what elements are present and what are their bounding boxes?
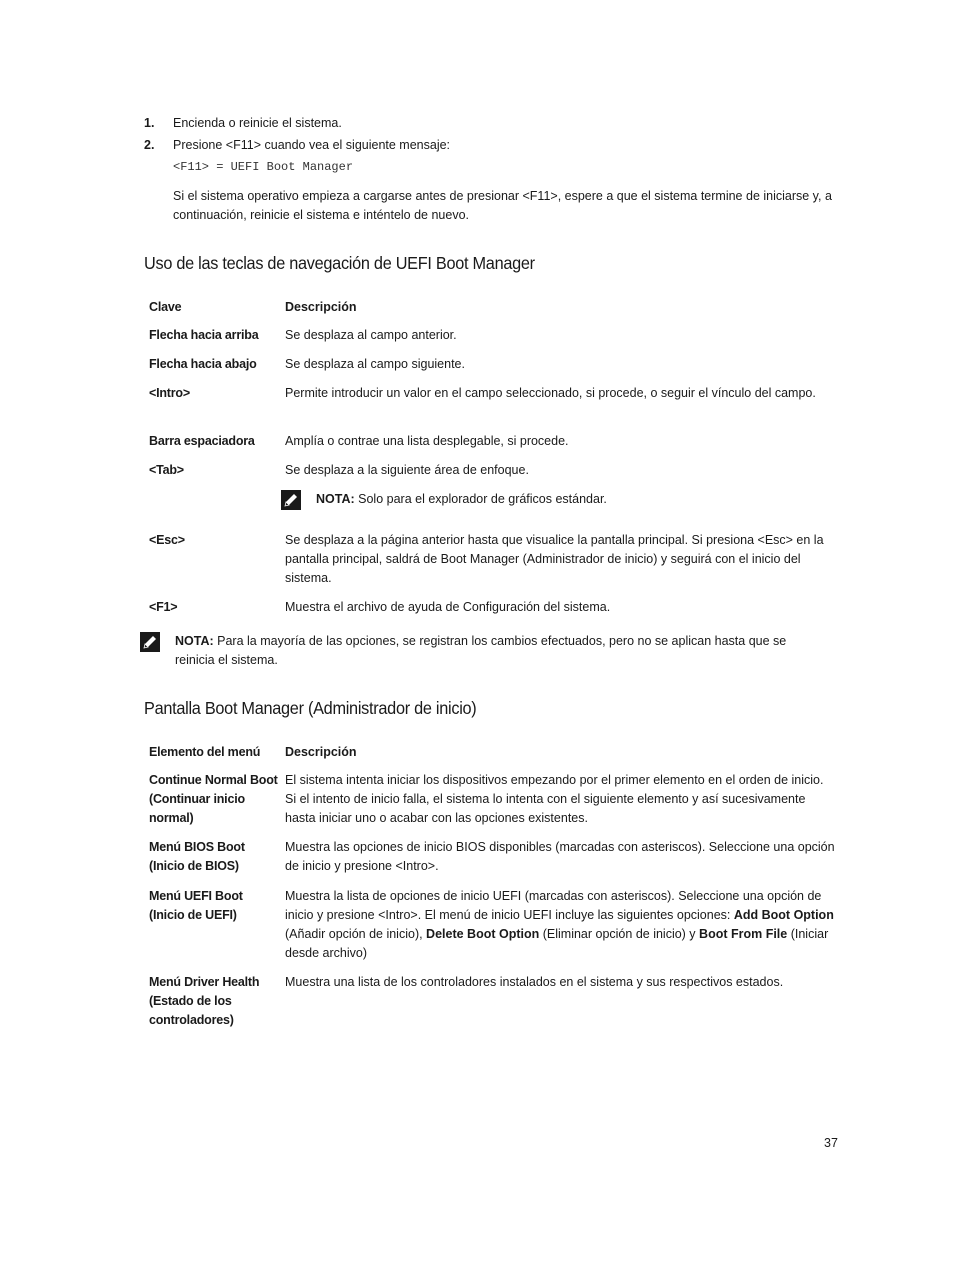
- step-number: 1.: [144, 116, 155, 130]
- description-cell: Se desplaza a la página anterior hasta que visualice la pantalla principal. Si presiona <Esc> en la pantalla principal, saldrá de Boot Manager (Administrador de inicio) y seguirá con el inicio del sistema.: [285, 533, 824, 585]
- message-code: <F11> = UEFI Boot Manager: [173, 160, 354, 174]
- key-cell: Flecha hacia abajo: [149, 357, 257, 371]
- column-header-menu-item: Elemento del menú: [149, 745, 261, 759]
- description-text: (Eliminar opción de inicio) y: [539, 927, 700, 941]
- key-cell: <Tab>: [149, 463, 184, 477]
- description-cell: Se desplaza al campo anterior.: [285, 328, 457, 342]
- description-cell: [285, 887, 835, 963]
- key-cell: <F1>: [149, 600, 178, 614]
- section-heading: Pantalla Boot Manager (Administrador de inicio): [144, 698, 477, 718]
- menu-item-cell: Continue Normal Boot (Continuar inicio normal): [149, 773, 278, 825]
- description-text: Muestra la lista de opciones de inicio UEFI (marcadas con asteriscos). Seleccione una opción de inicio y presione <Intro>. El menú de inicio UEFI incluye las siguientes opciones:: [285, 889, 822, 922]
- option-delete-boot: Delete Boot Option: [426, 927, 540, 941]
- description-cell: Amplía o contrae una lista desplegable, si procede.: [285, 434, 569, 448]
- description-text: (Añadir opción de inicio),: [285, 927, 427, 941]
- column-header-description: Descripción: [285, 745, 357, 759]
- note-block: [140, 632, 840, 672]
- page-number: 37: [824, 1136, 838, 1150]
- menu-item-cell: Menú Driver Health (Estado de los controladores): [149, 975, 260, 1027]
- option-boot-from-file: Boot From File: [699, 927, 788, 941]
- step-text: Presione <F11> cuando vea el siguiente mensaje:: [173, 138, 451, 152]
- step-text: Encienda o reinicie el sistema.: [173, 116, 342, 130]
- step-number: 2.: [144, 138, 155, 152]
- note-text: Solo para el explorador de gráficos estándar.: [358, 492, 607, 506]
- key-cell: <Intro>: [149, 386, 190, 400]
- tab-note: [281, 490, 841, 514]
- description-cell: Muestra el archivo de ayuda de Configuración del sistema.: [285, 600, 611, 614]
- description-cell: Permite introducir un valor en el campo seleccionado, si procede, o seguir el vínculo del campo.: [285, 386, 816, 400]
- note-label: NOTA:: [175, 634, 214, 648]
- section-heading: Uso de las teclas de navegación de UEFI Boot Manager: [144, 253, 535, 273]
- step-note: Si el sistema operativo empieza a cargarse antes de presionar <F11>, espere a que el sistema termine de iniciarse y, a continuación, reinicie el sistema e inténtelo de nuevo.: [173, 189, 832, 222]
- menu-item-cell: Menú BIOS Boot (Inicio de BIOS): [149, 840, 245, 873]
- note-text: Para la mayoría de las opciones, se registran los cambios efectuados, pero no se aplican hasta que se reinicia el sistema.: [175, 634, 787, 667]
- description-cell: El sistema intenta iniciar los dispositivos empezando por el primer elemento en el orden de inicio. Si el intento de inicio falla, el sistema lo intenta con el siguiente elemento y así sucesivamente hasta iniciar uno o acabar con las opciones existentes.: [285, 773, 824, 825]
- pencil-note-icon: [140, 632, 160, 652]
- column-header-key: Clave: [149, 300, 182, 314]
- description-text: (Iniciar desde archivo): [285, 927, 829, 960]
- menu-item-cell: Menú UEFI Boot (Inicio de UEFI): [149, 889, 243, 922]
- key-cell: Barra espaciadora: [149, 434, 255, 448]
- option-add-boot: Add Boot Option: [733, 908, 834, 922]
- key-cell: Flecha hacia arriba: [149, 328, 259, 342]
- column-header-description: Descripción: [285, 300, 357, 314]
- description-cell: Se desplaza a la siguiente área de enfoque.: [285, 463, 529, 477]
- pencil-note-icon: [281, 490, 301, 510]
- note-label: NOTA:: [316, 492, 355, 506]
- description-cell: Se desplaza al campo siguiente.: [285, 357, 465, 371]
- key-cell: <Esc>: [149, 533, 185, 547]
- description-cell: Muestra una lista de los controladores instalados en el sistema y sus respectivos estados.: [285, 975, 784, 989]
- description-cell: Muestra las opciones de inicio BIOS disponibles (marcadas con asteriscos). Seleccione una opción de inicio y presione <Intro>.: [285, 840, 835, 873]
